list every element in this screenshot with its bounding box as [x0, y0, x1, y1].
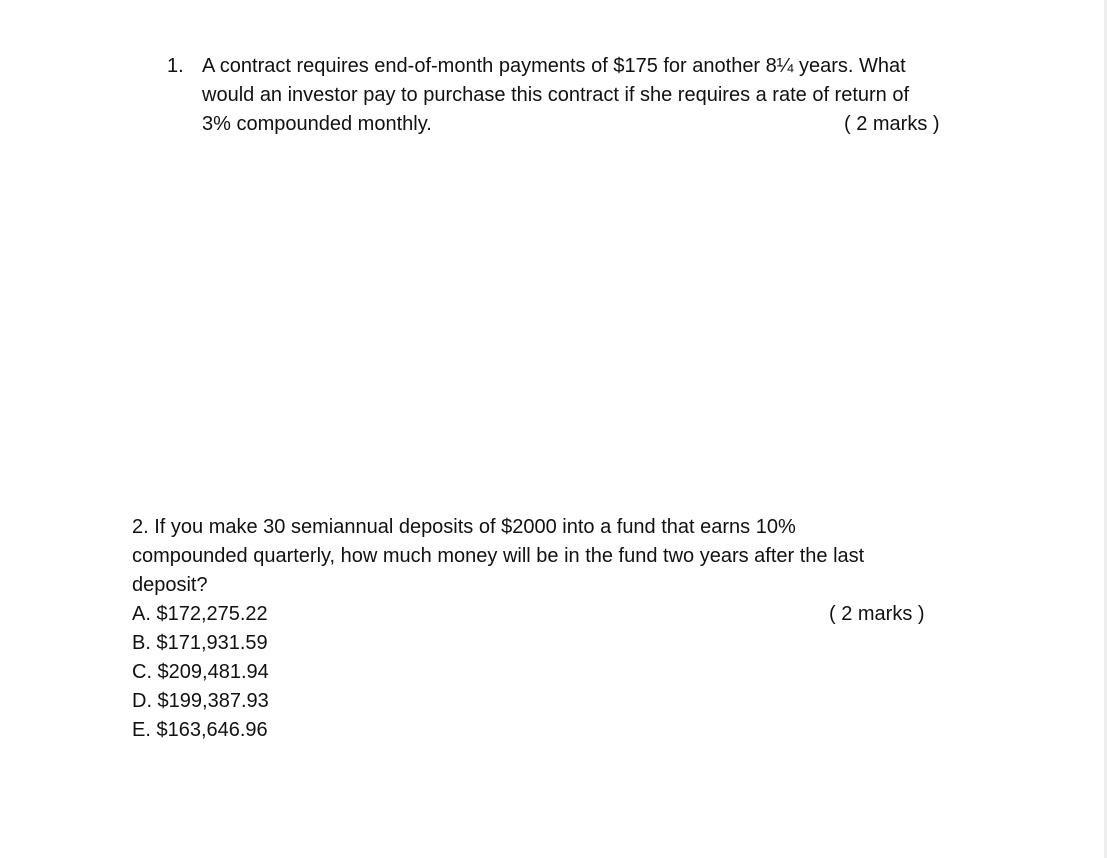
question-2-line: deposit?	[132, 574, 208, 596]
question-1-number: 1.	[167, 55, 184, 77]
question-1-marks: ( 2 marks )	[844, 113, 940, 135]
question-1-line: 3% compounded monthly.	[202, 113, 432, 135]
question-2-line: 2. If you make 30 semiannual deposits of $2000 into a fund that earns 10%	[132, 516, 796, 538]
question-1-line: would an investor pay to purchase this contract if she requires a rate of return of	[202, 84, 910, 106]
question-2	[132, 513, 952, 741]
question-1-line: A contract requires end-of-month payments of $175 for another 8¼ years. What	[202, 55, 906, 77]
answer-options	[132, 600, 269, 745]
question-2-line: compounded quarterly, how much money will be in the fund two years after the last	[132, 545, 865, 567]
option-d: D. $199,387.93	[132, 690, 269, 712]
option-e: E. $163,646.96	[132, 719, 268, 741]
question-2-marks: ( 2 marks )	[829, 603, 925, 625]
option-c: C. $209,481.94	[132, 661, 269, 683]
option-b: B. $171,931.59	[132, 632, 268, 654]
option-a: A. $172,275.22	[132, 603, 268, 625]
